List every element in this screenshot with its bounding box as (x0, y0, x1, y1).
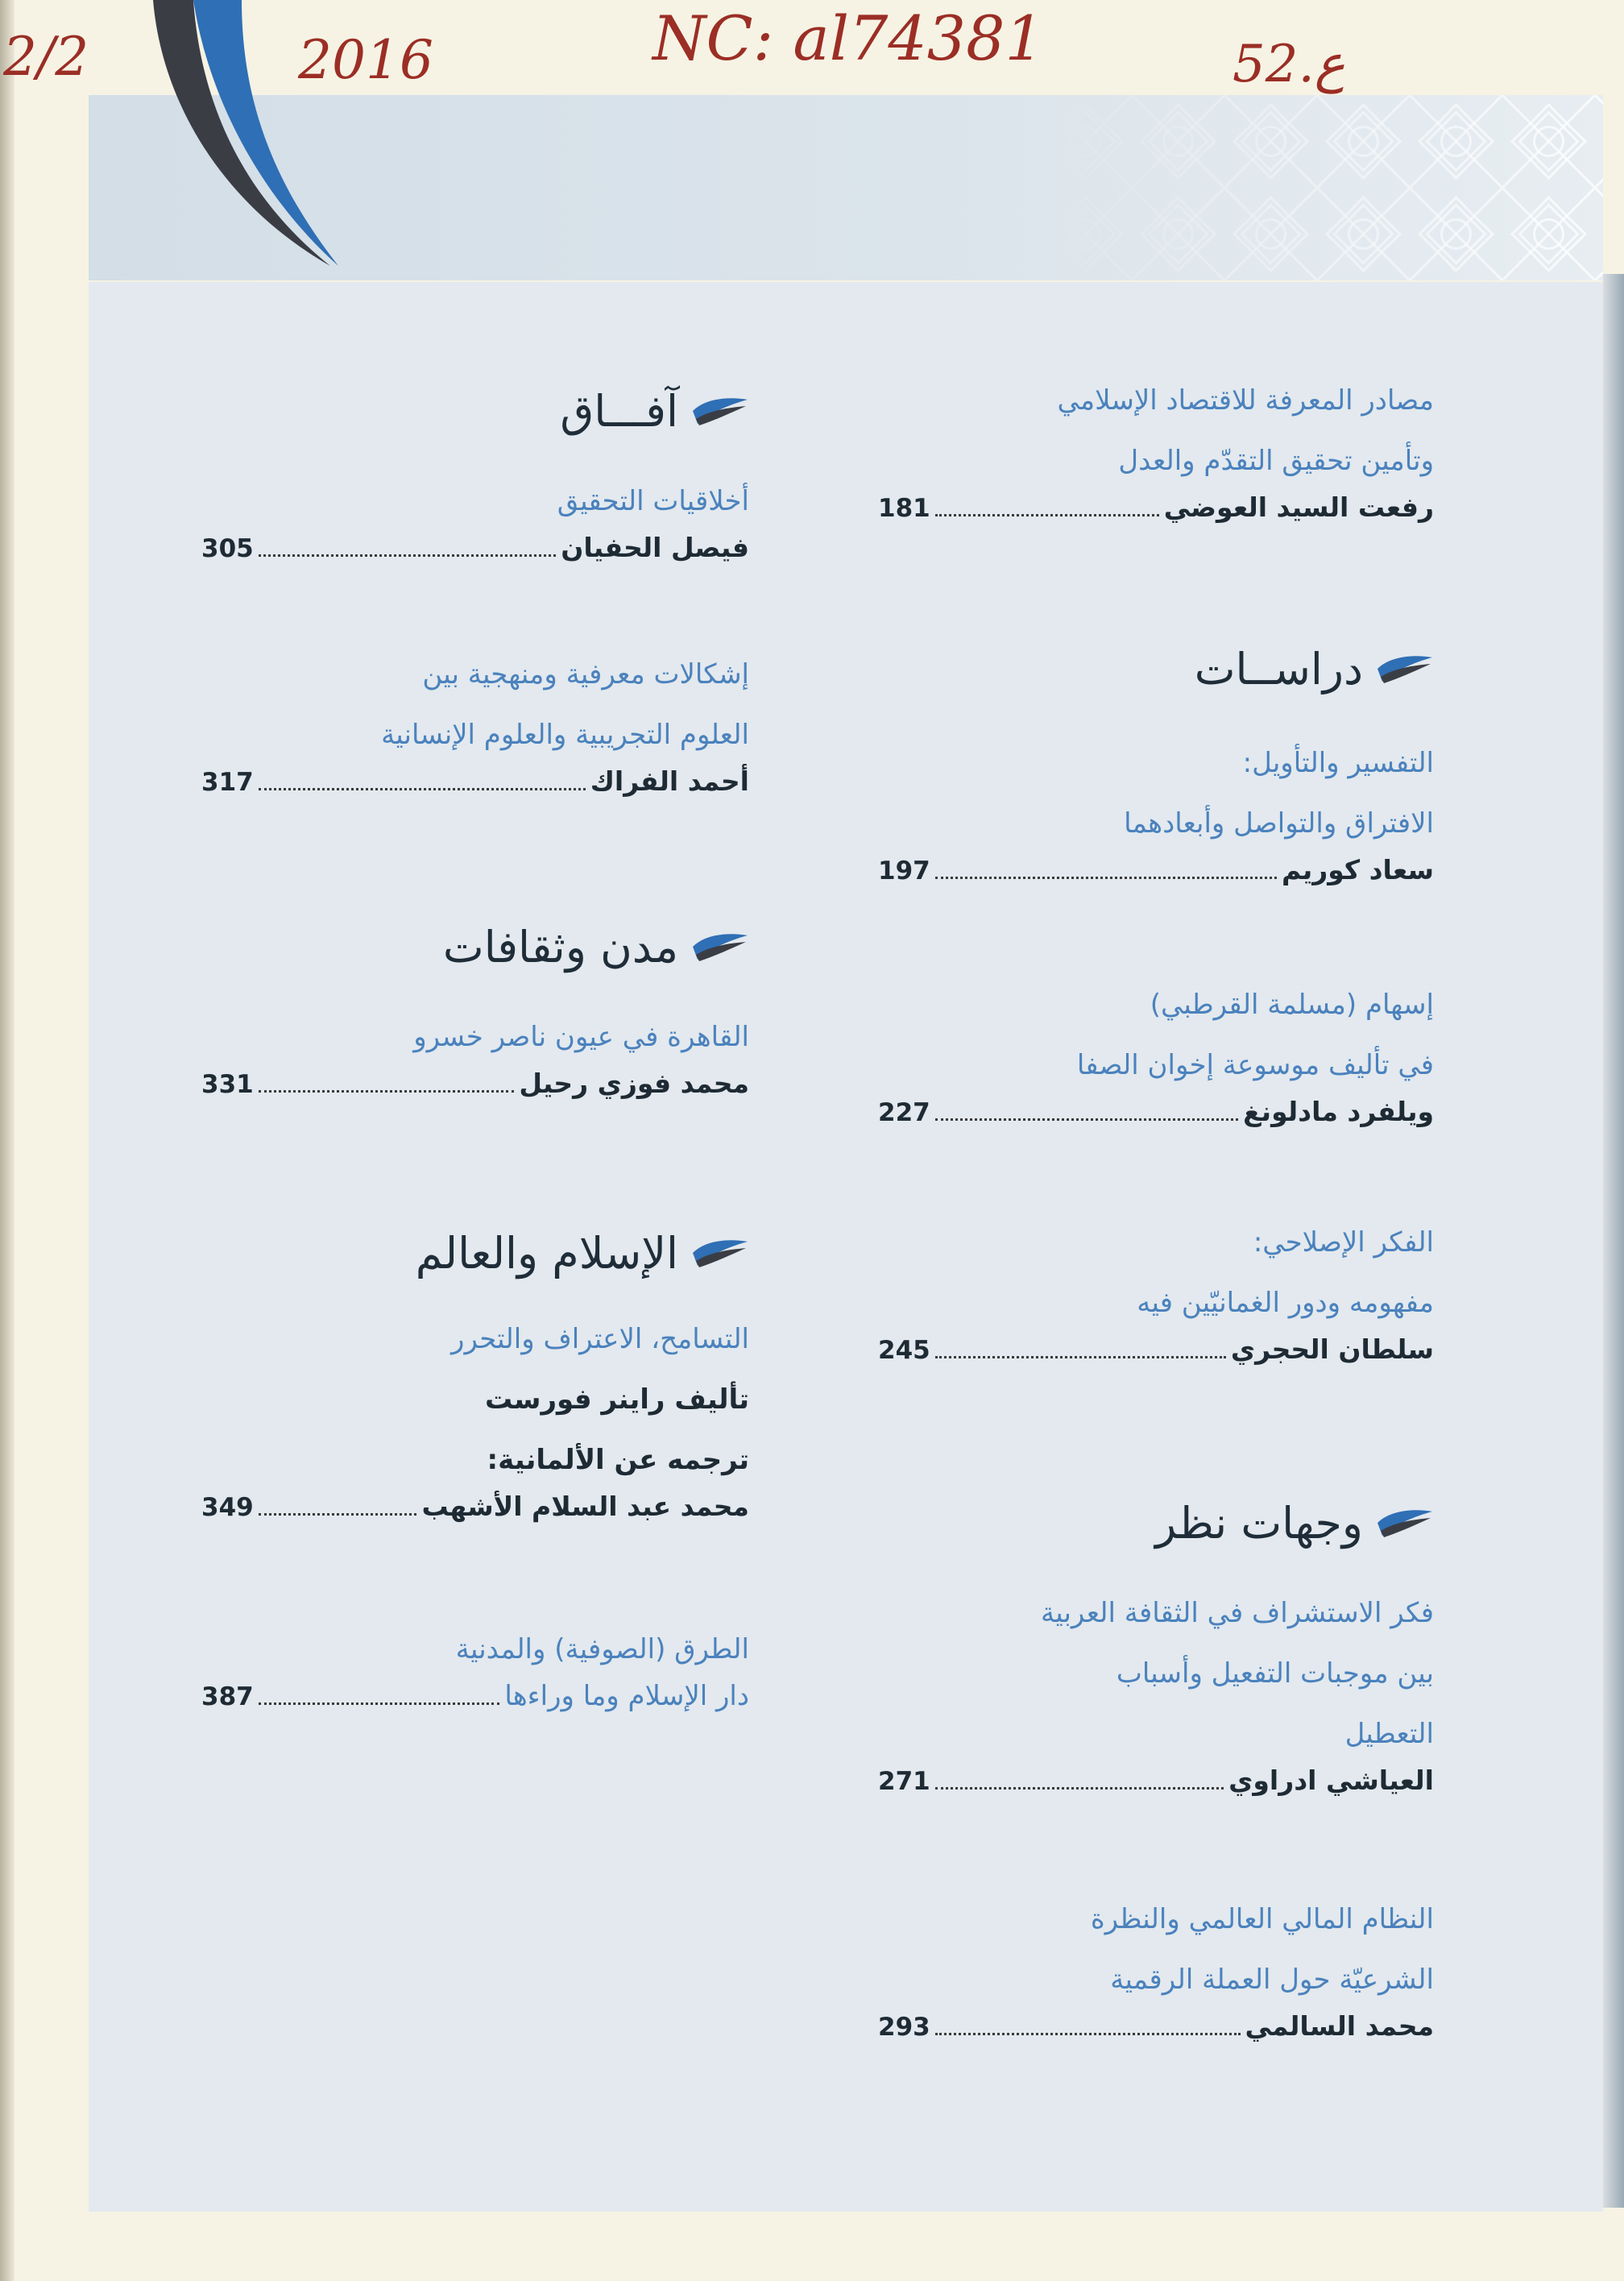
dot-leader (935, 1099, 1238, 1121)
entry-author-row (878, 1096, 1434, 1152)
handwritten-shelf-mark: 52.ع (1232, 35, 1345, 94)
toc-entry[interactable] (201, 1309, 749, 1547)
entry-author-row (878, 2010, 1434, 2067)
entry-page-number: 227 (878, 1098, 930, 1127)
entry-page-number: 245 (878, 1336, 930, 1365)
entry-page-number: 293 (878, 2013, 930, 2042)
toc-entry[interactable] (878, 733, 1434, 910)
section-title: الإسلام والعالم (415, 1227, 678, 1279)
section-heading-studies (1195, 637, 1434, 701)
toc-entry[interactable] (878, 1583, 1434, 1821)
entry-author: أحمد الفراك (590, 765, 749, 797)
page-binding-shadow (0, 0, 14, 2281)
handwritten-call-number: NC: al74381 (652, 2, 1044, 74)
entry-page-number: 331 (201, 1070, 254, 1099)
dot-leader (935, 495, 1159, 516)
entry-author-row (201, 1491, 749, 1547)
entry-title-line: وتأمين تحقيق التقدّم والعدل (1118, 445, 1434, 477)
toc-entry[interactable] (878, 1213, 1434, 1390)
section-wave-icon (1374, 653, 1434, 685)
handwritten-volume: 2/2 (3, 26, 89, 88)
entry-author: سلطان الحجري (1230, 1333, 1434, 1365)
section-wave-icon (690, 931, 749, 963)
entry-title-line: الشرعيّة حول العملة الرقمية (1110, 1964, 1434, 1996)
toc-entry[interactable] (201, 1620, 749, 1736)
toc-entry[interactable] (878, 975, 1434, 1152)
entry-page-number: 271 (878, 1767, 930, 1796)
entry-author-row (201, 1068, 749, 1124)
entry-title-line: التفسير والتأويل: (1242, 747, 1434, 779)
entry-author: دار الإسلام وما وراءها (504, 1680, 749, 1712)
entry-title-line: مفهومه ودور الغمانيّين فيه (1137, 1287, 1434, 1319)
entry-title-line: التسامح، الاعتراف والتحرر (451, 1323, 749, 1355)
entry-author-row (878, 1333, 1434, 1390)
entry-author: رفعت السيد العوضي (1163, 491, 1434, 523)
dot-leader (259, 1071, 515, 1093)
dot-leader (935, 857, 1277, 879)
section-wave-icon (690, 395, 749, 427)
section-heading-cities (443, 914, 749, 979)
entry-page-number: 387 (201, 1682, 254, 1711)
toc-entry[interactable] (201, 1007, 749, 1124)
entry-page-number: 305 (201, 534, 254, 563)
entry-credit-line: ترجمه عن الألمانية: (487, 1444, 749, 1476)
entry-author: ويلفرد مادلونغ (1243, 1096, 1434, 1127)
entry-author-row (878, 1765, 1434, 1821)
section-title: آفـــاق (560, 385, 678, 437)
entry-page-number: 349 (201, 1493, 254, 1522)
entry-author: العياشي ادراوي (1228, 1765, 1434, 1796)
section-heading-islam-world (416, 1221, 749, 1285)
entry-title-line: التعطيل (1344, 1718, 1434, 1750)
dot-leader (935, 1768, 1224, 1790)
section-title: دراســات (1194, 643, 1363, 695)
entry-author-row (878, 491, 1434, 548)
entry-title-line: فكر الاستشراف في الثقافة العربية (1040, 1597, 1434, 1629)
dot-leader (935, 2014, 1241, 2035)
entry-title-line: القاهرة في عيون ناصر خسرو (413, 1021, 749, 1053)
entry-page-number: 181 (878, 494, 930, 523)
entry-title-line: النظام المالي العالمي والنظرة (1090, 1903, 1434, 1935)
section-title: وجهات نظر (1155, 1497, 1363, 1549)
section-heading-horizons (560, 379, 749, 443)
entry-page-number: 317 (201, 768, 254, 797)
dot-leader (935, 1337, 1226, 1358)
section-wave-icon (1374, 1507, 1434, 1539)
entry-title-line: بين موجبات التفعيل وأسباب (1116, 1657, 1434, 1690)
entry-author: فيصل الحفيان (561, 532, 749, 563)
entry-author: سعاد كوريم (1281, 854, 1434, 885)
entry-author: محمد السالمي (1245, 2010, 1434, 2042)
geometric-pattern-decoration (1039, 95, 1603, 280)
toc-entry[interactable] (201, 471, 749, 588)
dot-leader (259, 769, 586, 790)
dot-leader (259, 535, 556, 557)
handwritten-year: 2016 (298, 29, 433, 91)
entry-author: محمد عبد السلام الأشهب (421, 1491, 749, 1522)
entry-title-line: إسهام (مسلمة القرطبي) (1150, 989, 1434, 1021)
section-heading-viewpoints (1155, 1491, 1434, 1555)
section-title: مدن وثقافات (442, 921, 678, 973)
toc-entry[interactable] (878, 371, 1434, 548)
entry-title-line: العلوم التجريبية والعلوم الإنسانية (381, 719, 749, 751)
entry-title-line: الافتراق والتواصل وأبعادهما (1124, 807, 1434, 840)
toc-entry[interactable] (878, 1889, 1434, 2067)
swoosh-decoration (145, 0, 354, 274)
entry-title-line: الطرق (الصوفية) والمدنية (455, 1633, 749, 1665)
dot-leader (259, 1494, 417, 1516)
entry-author-row (201, 1680, 749, 1736)
section-wave-icon (690, 1237, 749, 1269)
entry-title-line: الفكر الإصلاحي: (1253, 1226, 1434, 1259)
entry-title-line: مصادر المعرفة للاقتصاد الإسلامي (1057, 384, 1434, 417)
entry-page-number: 197 (878, 856, 930, 885)
entry-title-line: أخلاقيات التحقيق (557, 485, 749, 517)
entry-author-row (878, 854, 1434, 910)
entry-credit-line: تأليف راينر فورست (485, 1383, 749, 1416)
entry-author-row (201, 532, 749, 588)
dot-leader (259, 1683, 500, 1705)
entry-author-row (201, 765, 749, 822)
entry-title-line: إشكالات معرفية ومنهجية بين (422, 658, 749, 691)
entry-title-line: في تأليف موسوعة إخوان الصفا (1076, 1049, 1434, 1081)
toc-entry[interactable] (201, 645, 749, 822)
entry-author: محمد فوزي رحيل (519, 1068, 749, 1099)
page-right-edge (1603, 274, 1624, 2208)
